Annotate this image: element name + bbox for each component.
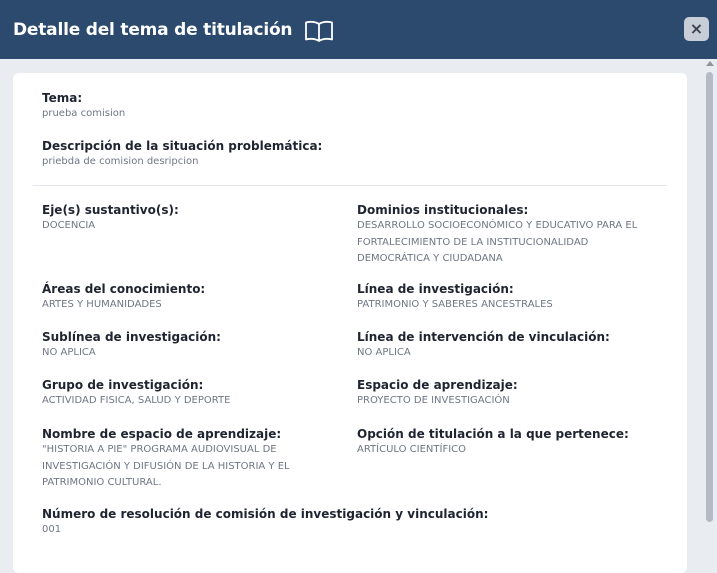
field-resolucion (42, 506, 642, 539)
scrollbar-thumb[interactable] (706, 72, 713, 522)
field-dominios (357, 202, 657, 268)
field-value: NO APLICA (42, 347, 96, 358)
divider (33, 185, 667, 186)
field-sublinea (42, 329, 332, 362)
field-espacio (357, 377, 657, 410)
field-label: Grupo de investigación: (42, 378, 204, 392)
field-label: Línea de investigación: (357, 282, 514, 296)
field-value: PATRIMONIO Y SABERES ANCESTRALES (357, 299, 553, 310)
field-areas (42, 281, 332, 314)
details-card (13, 73, 687, 573)
field-ejes (42, 202, 332, 235)
field-grupo (42, 377, 332, 410)
close-button[interactable] (684, 17, 709, 41)
modal-body[interactable] (0, 59, 717, 548)
modal-header (0, 0, 717, 59)
field-value: DOCENCIA (42, 220, 96, 231)
field-label: Áreas del conocimiento: (42, 282, 206, 296)
field-descripcion (42, 138, 642, 171)
field-label: Nombre de espacio de aprendizaje: (42, 427, 282, 441)
field-label: Línea de intervención de vinculación: (357, 330, 610, 344)
field-nombre-espacio (42, 426, 302, 492)
field-label: Opción de titulación a la que pertenece: (357, 427, 629, 441)
field-label: Número de resolución de comisión de investigación y vinculación: (42, 507, 489, 521)
open-book-icon (304, 20, 334, 42)
field-value: priebda de comision desripcion (42, 156, 199, 167)
field-value: ACTIVIDAD FISICA, SALUD Y DEPORTE (42, 395, 231, 406)
field-value: NO APLICA (357, 347, 411, 358)
field-value: ARTES Y HUMANIDADES (42, 299, 162, 310)
field-label: Tema: (42, 91, 83, 105)
field-value: 001 (42, 524, 62, 535)
field-label: Eje(s) sustantivo(s): (42, 203, 179, 217)
field-value: ARTÍCULO CIENTÍFICO (357, 444, 467, 455)
field-label: Descripción de la situación problemática: (42, 139, 323, 153)
modal-title: Detalle del tema de titulación (13, 19, 293, 40)
field-linea-vinculacion (357, 329, 657, 362)
field-label: Dominios institucionales: (357, 203, 529, 217)
field-label: Sublínea de investigación: (42, 330, 221, 344)
field-tema (42, 90, 642, 123)
field-linea (357, 281, 657, 314)
field-opcion (357, 426, 657, 459)
field-value: "HISTORIA A PIE" PROGRAMA AUDIOVISUAL DE INVESTIGACIÓN Y DIFUSIÓN DE LA HISTORIA Y EL PATRIMONIO CULTURAL. (42, 444, 290, 488)
field-value: prueba comision (42, 108, 126, 119)
close-icon: × (689, 19, 704, 38)
field-value: PROYECTO DE INVESTIGACIÓN (357, 395, 510, 406)
field-value: DESARROLLO SOCIOECONÓMICO Y EDUCATIVO PARA EL FORTALECIMIENTO DE LA INSTITUCIONALIDAD DEMOCRÁTICA Y CIUDADANA (357, 220, 638, 264)
field-label: Espacio de aprendizaje: (357, 378, 518, 392)
scroll-up-icon[interactable] (706, 61, 714, 66)
